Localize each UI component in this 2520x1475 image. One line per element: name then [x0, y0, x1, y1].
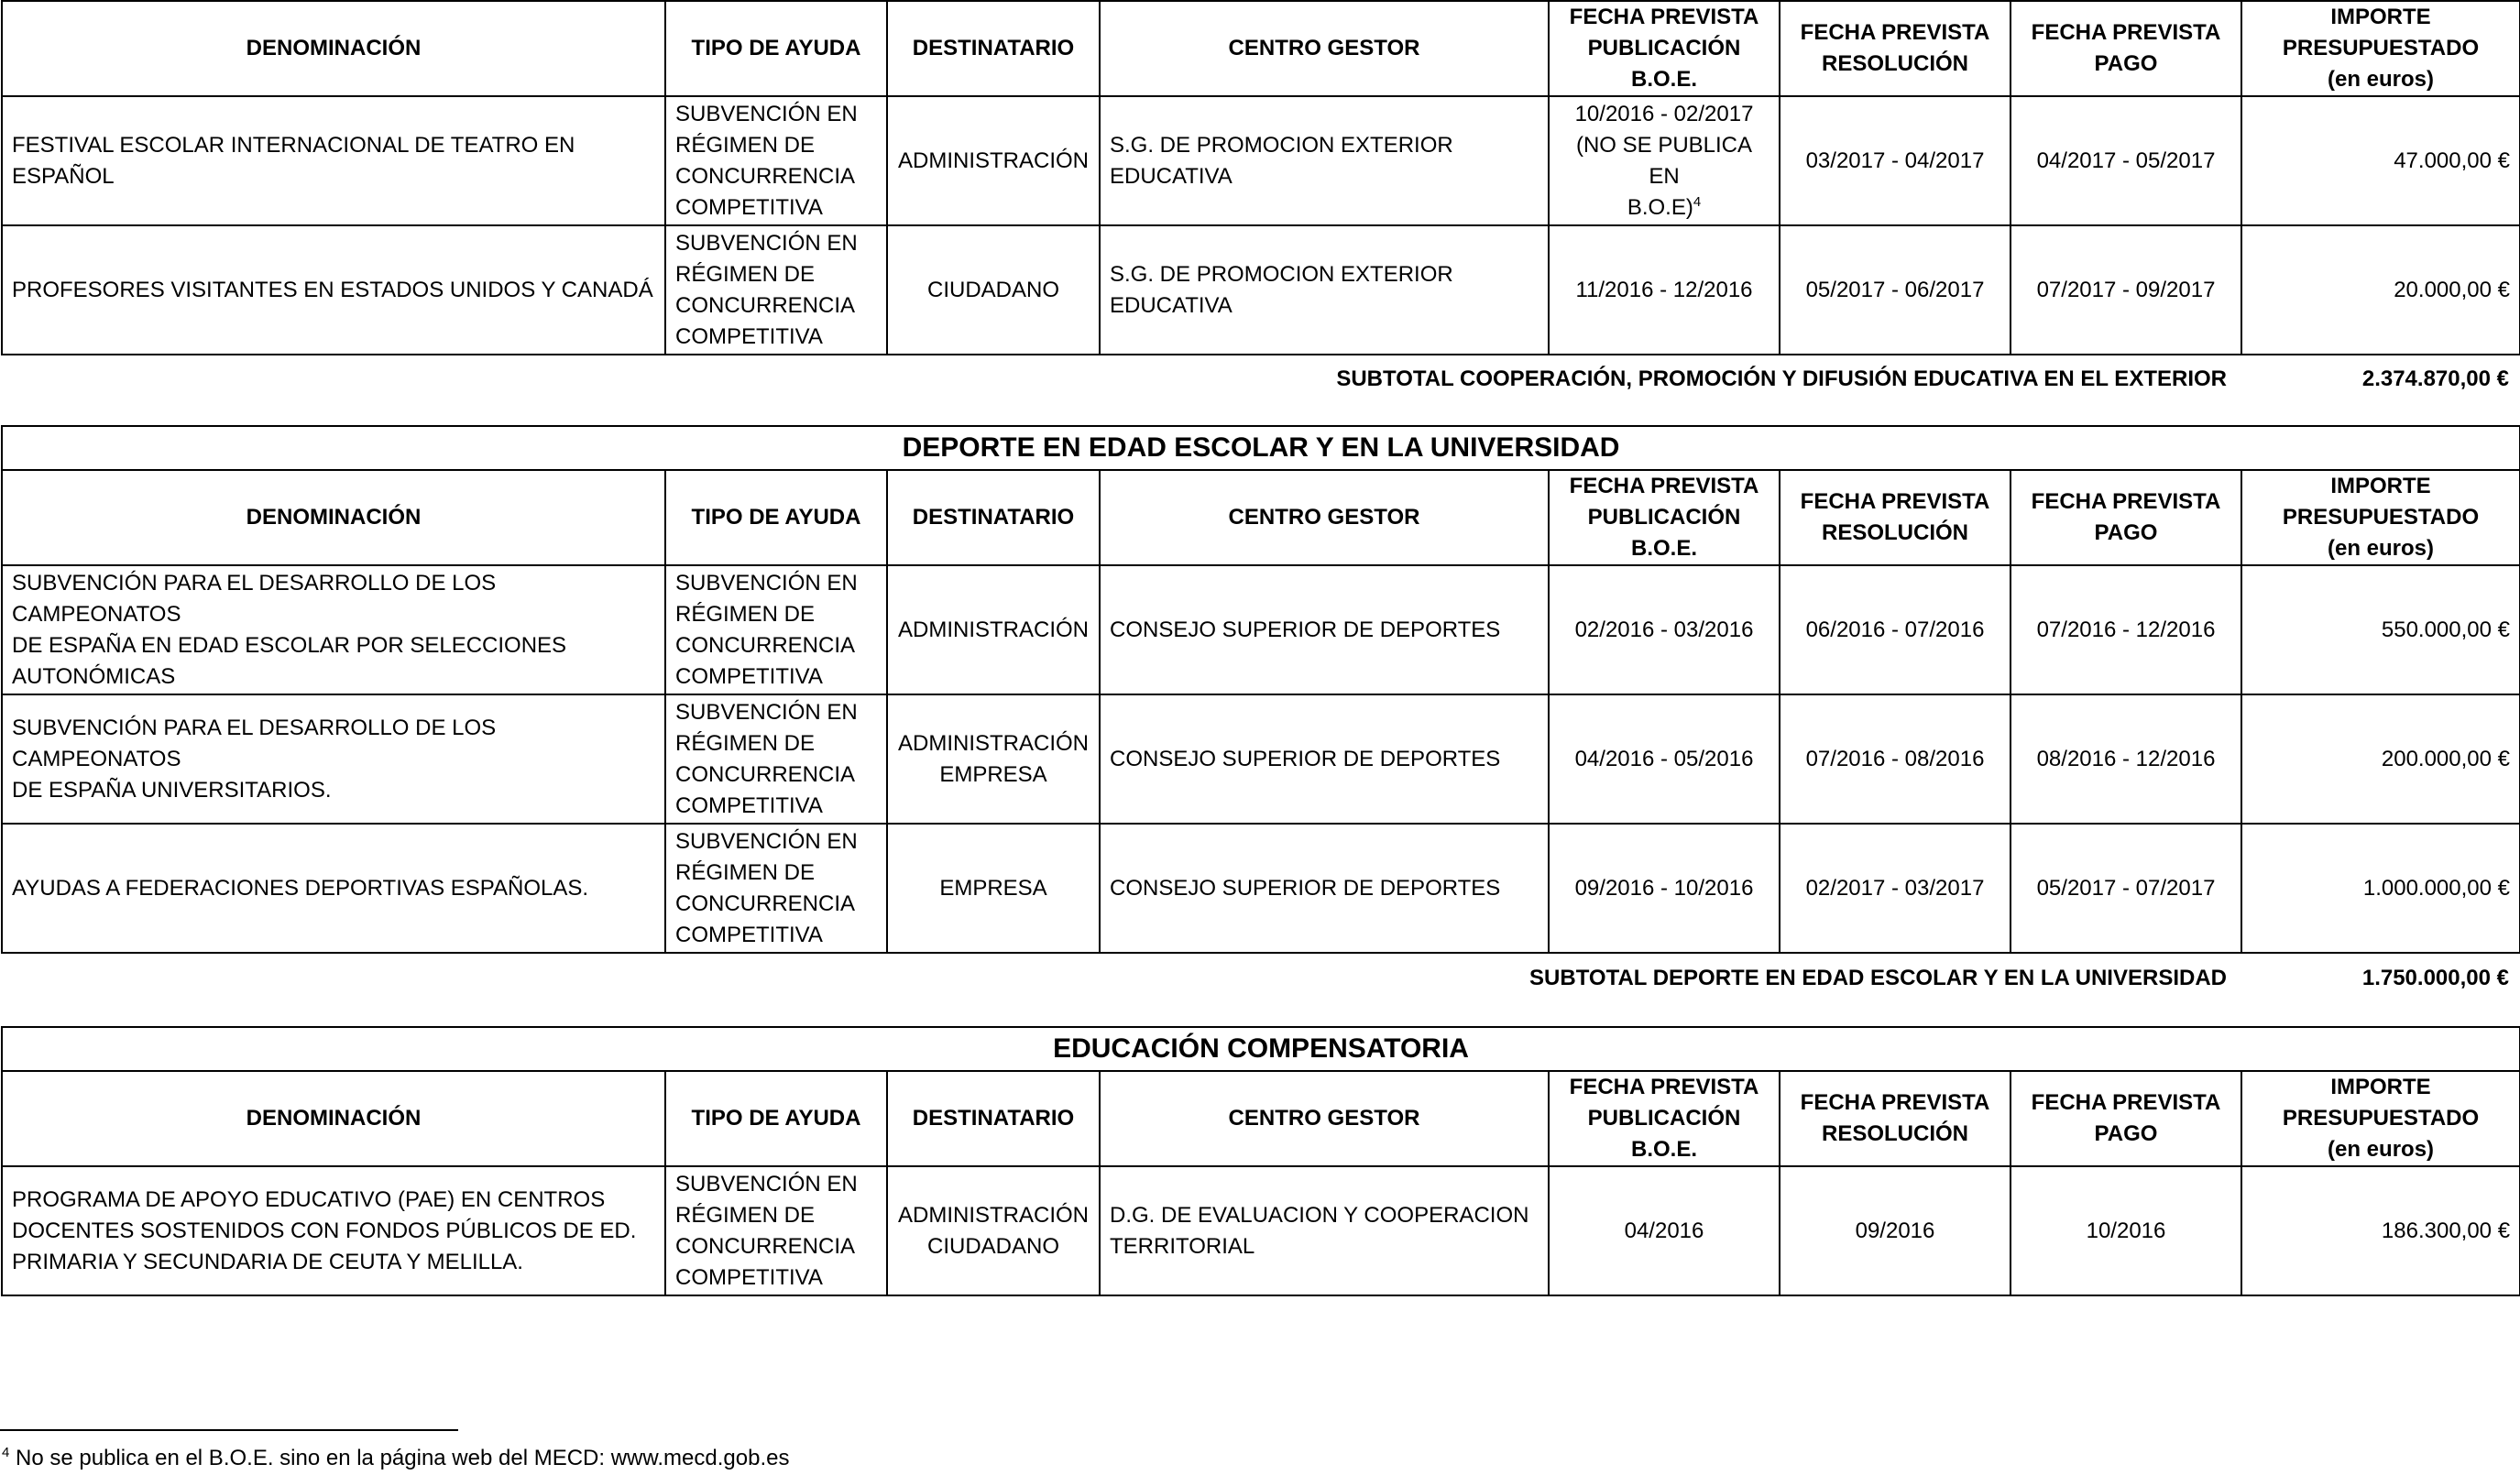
table-row: [2, 824, 2520, 953]
table-row: [2, 225, 2520, 355]
col-header-fecha-pago: FECHA PREVISTA PAGO: [2011, 470, 2241, 565]
cell-centro-gestor: D.G. DE EVALUACION Y COOPERACION TERRITORIAL: [1100, 1166, 1549, 1295]
cell-tipo-ayuda: SUBVENCIÓN EN RÉGIMEN DE CONCURRENCIA COMPETITIVA: [665, 225, 887, 355]
cell-tipo-ayuda: SUBVENCIÓN EN RÉGIMEN DE CONCURRENCIA COMPETITIVA: [665, 96, 887, 225]
cell-denominacion: SUBVENCIÓN PARA EL DESARROLLO DE LOS CAMPEONATOS DE ESPAÑA UNIVERSITARIOS.: [2, 694, 665, 824]
cell-destinatario: ADMINISTRACIÓN: [887, 565, 1100, 694]
subtotal-label: SUBTOTAL DEPORTE EN EDAD ESCOLAR Y EN LA UNIVERSIDAD: [1529, 966, 2227, 990]
cell-importe: 1.000.000,00 €: [2241, 824, 2520, 953]
table-row: [2, 694, 2520, 824]
cell-fecha-pago: 07/2016 - 12/2016: [2011, 565, 2241, 694]
cell-fecha-pago: 04/2017 - 05/2017: [2011, 96, 2241, 225]
section-title: EDUCACIÓN COMPENSATORIA: [2, 1027, 2520, 1071]
cell-fecha-publicacion: 10/2016 - 02/2017 (NO SE PUBLICA EN B.O.E)$^4$: [1549, 96, 1780, 225]
subtotal-label: SUBTOTAL COOPERACIÓN, PROMOCIÓN Y DIFUSIÓN EDUCATIVA EN EL EXTERIOR: [1336, 366, 2227, 391]
cell-tipo-ayuda: SUBVENCIÓN EN RÉGIMEN DE CONCURRENCIA COMPETITIVA: [665, 694, 887, 824]
table-header-row: [2, 1, 2520, 96]
cell-centro-gestor: S.G. DE PROMOCION EXTERIOR EDUCATIVA: [1100, 225, 1549, 355]
cell-fecha-pago: 08/2016 - 12/2016: [2011, 694, 2241, 824]
cell-fecha-publicacion: 04/2016: [1549, 1166, 1780, 1295]
col-header-tipo: TIPO DE AYUDA: [665, 1071, 887, 1166]
section-cooperacion: [0, 0, 2520, 355]
cell-fecha-publicacion: 04/2016 - 05/2016: [1549, 694, 1780, 824]
cell-denominacion: AYUDAS A FEDERACIONES DEPORTIVAS ESPAÑOLAS.: [2, 824, 665, 953]
cell-fecha-pago: 07/2017 - 09/2017: [2011, 225, 2241, 355]
col-header-centro: CENTRO GESTOR: [1100, 1, 1549, 96]
section-title-row: [2, 426, 2520, 470]
col-header-fecha-pago: FECHA PREVISTA PAGO: [2011, 1, 2241, 96]
cell-importe: 186.300,00 €: [2241, 1166, 2520, 1295]
cell-fecha-resolucion: 02/2017 - 03/2017: [1780, 824, 2011, 953]
table-header-row: [2, 1071, 2520, 1166]
table-row: [2, 96, 2520, 225]
col-header-fecha-pago: FECHA PREVISTA PAGO: [2011, 1071, 2241, 1166]
footnote-ref: 4: [1693, 193, 1702, 210]
cell-tipo-ayuda: SUBVENCIÓN EN RÉGIMEN DE CONCURRENCIA COMPETITIVA: [665, 565, 887, 694]
col-header-fecha-resolucion: FECHA PREVISTA RESOLUCIÓN: [1780, 470, 2011, 565]
cell-importe: 20.000,00 €: [2241, 225, 2520, 355]
table-row: [2, 565, 2520, 694]
col-header-destinatario: DESTINATARIO: [887, 1, 1100, 96]
col-header-denominacion: DENOMINACIÓN: [2, 1071, 665, 1166]
grants-table-compensatoria: [1, 1026, 2520, 1296]
col-header-fecha-resolucion: FECHA PREVISTA RESOLUCIÓN: [1780, 1, 2011, 96]
col-header-denominacion: DENOMINACIÓN: [2, 1, 665, 96]
subtotal-cooperacion: [0, 361, 2520, 398]
cell-destinatario: EMPRESA: [887, 824, 1100, 953]
cell-fecha-resolucion: 03/2017 - 04/2017: [1780, 96, 2011, 225]
cell-denominacion: FESTIVAL ESCOLAR INTERNACIONAL DE TEATRO EN ESPAÑOL: [2, 96, 665, 225]
cell-fecha-publicacion: 02/2016 - 03/2016: [1549, 565, 1780, 694]
grants-table-cooperacion: [1, 0, 2520, 355]
cell-fecha-resolucion: 05/2017 - 06/2017: [1780, 225, 2011, 355]
cell-destinatario: ADMINISTRACIÓN CIUDADANO: [887, 1166, 1100, 1295]
section-educacion-compensatoria: [0, 1026, 2520, 1296]
cell-denominacion: PROGRAMA DE APOYO EDUCATIVO (PAE) EN CENTROS DOCENTES SOSTENIDOS CON FONDOS PÚBLICOS DE ED. PRIMARIA Y SECUNDARIA DE CEUTA Y MELILLA.: [2, 1166, 665, 1295]
col-header-destinatario: DESTINATARIO: [887, 1071, 1100, 1166]
col-header-tipo: TIPO DE AYUDA: [665, 1, 887, 96]
cell-importe: 200.000,00 €: [2241, 694, 2520, 824]
section-title: DEPORTE EN EDAD ESCOLAR Y EN LA UNIVERSIDAD: [2, 426, 2520, 470]
cell-fecha-resolucion: 09/2016: [1780, 1166, 2011, 1295]
col-header-importe: IMPORTE PRESUPUESTADO (en euros): [2241, 1, 2520, 96]
subtotal-amount: 2.374.870,00 €: [2361, 366, 2509, 391]
col-header-denominacion: DENOMINACIÓN: [2, 470, 665, 565]
cell-tipo-ayuda: SUBVENCIÓN EN RÉGIMEN DE CONCURRENCIA COMPETITIVA: [665, 824, 887, 953]
cell-fecha-pago: 05/2017 - 07/2017: [2011, 824, 2241, 953]
cell-destinatario: ADMINISTRACIÓN: [887, 96, 1100, 225]
subtotal-amount: 1.750.000,00 €: [2361, 966, 2509, 990]
col-header-centro: CENTRO GESTOR: [1100, 470, 1549, 565]
cell-centro-gestor: S.G. DE PROMOCION EXTERIOR EDUCATIVA: [1100, 96, 1549, 225]
col-header-fecha-publicacion: FECHA PREVISTA PUBLICACIÓN B.O.E.: [1549, 1, 1780, 96]
footnote-text: No se publica en el B.O.E. sino en la página web del MECD: www.mecd.gob.es: [9, 1446, 790, 1470]
col-header-destinatario: DESTINATARIO: [887, 470, 1100, 565]
grants-table-deporte: [1, 425, 2520, 954]
col-header-fecha-publicacion: FECHA PREVISTA PUBLICACIÓN B.O.E.: [1549, 1071, 1780, 1166]
section-title-row: [2, 1027, 2520, 1071]
cell-importe: 550.000,00 €: [2241, 565, 2520, 694]
col-header-fecha-resolucion: FECHA PREVISTA RESOLUCIÓN: [1780, 1071, 2011, 1166]
col-header-fecha-publicacion: FECHA PREVISTA PUBLICACIÓN B.O.E.: [1549, 470, 1780, 565]
subtotal-deporte: [0, 960, 2520, 997]
cell-importe: 47.000,00 €: [2241, 96, 2520, 225]
cell-fecha-publicacion: 11/2016 - 12/2016: [1549, 225, 1780, 355]
cell-denominacion: SUBVENCIÓN PARA EL DESARROLLO DE LOS CAMPEONATOS DE ESPAÑA EN EDAD ESCOLAR POR SELECCIONES AUTONÓMICAS: [2, 565, 665, 694]
cell-fecha-publicacion: 09/2016 - 10/2016: [1549, 824, 1780, 953]
table-row: [2, 1166, 2520, 1295]
col-header-importe: IMPORTE PRESUPUESTADO (en euros): [2241, 1071, 2520, 1166]
cell-centro-gestor: CONSEJO SUPERIOR DE DEPORTES: [1100, 565, 1549, 694]
footnote-marker: 4: [2, 1445, 10, 1460]
cell-centro-gestor: CONSEJO SUPERIOR DE DEPORTES: [1100, 824, 1549, 953]
cell-denominacion: PROFESORES VISITANTES EN ESTADOS UNIDOS Y CANADÁ: [2, 225, 665, 355]
cell-fecha-pago: 10/2016: [2011, 1166, 2241, 1295]
cell-fecha-resolucion: 07/2016 - 08/2016: [1780, 694, 2011, 824]
footnote: [2, 1444, 789, 1473]
cell-destinatario: CIUDADANO: [887, 225, 1100, 355]
footnote-divider: [0, 1429, 458, 1431]
cell-tipo-ayuda: SUBVENCIÓN EN RÉGIMEN DE CONCURRENCIA COMPETITIVA: [665, 1166, 887, 1295]
cell-centro-gestor: CONSEJO SUPERIOR DE DEPORTES: [1100, 694, 1549, 824]
col-header-importe: IMPORTE PRESUPUESTADO (en euros): [2241, 470, 2520, 565]
table-header-row: [2, 470, 2520, 565]
cell-fecha-resolucion: 06/2016 - 07/2016: [1780, 565, 2011, 694]
section-deporte: [0, 425, 2520, 954]
cell-destinatario: ADMINISTRACIÓN EMPRESA: [887, 694, 1100, 824]
col-header-centro: CENTRO GESTOR: [1100, 1071, 1549, 1166]
col-header-tipo: TIPO DE AYUDA: [665, 470, 887, 565]
